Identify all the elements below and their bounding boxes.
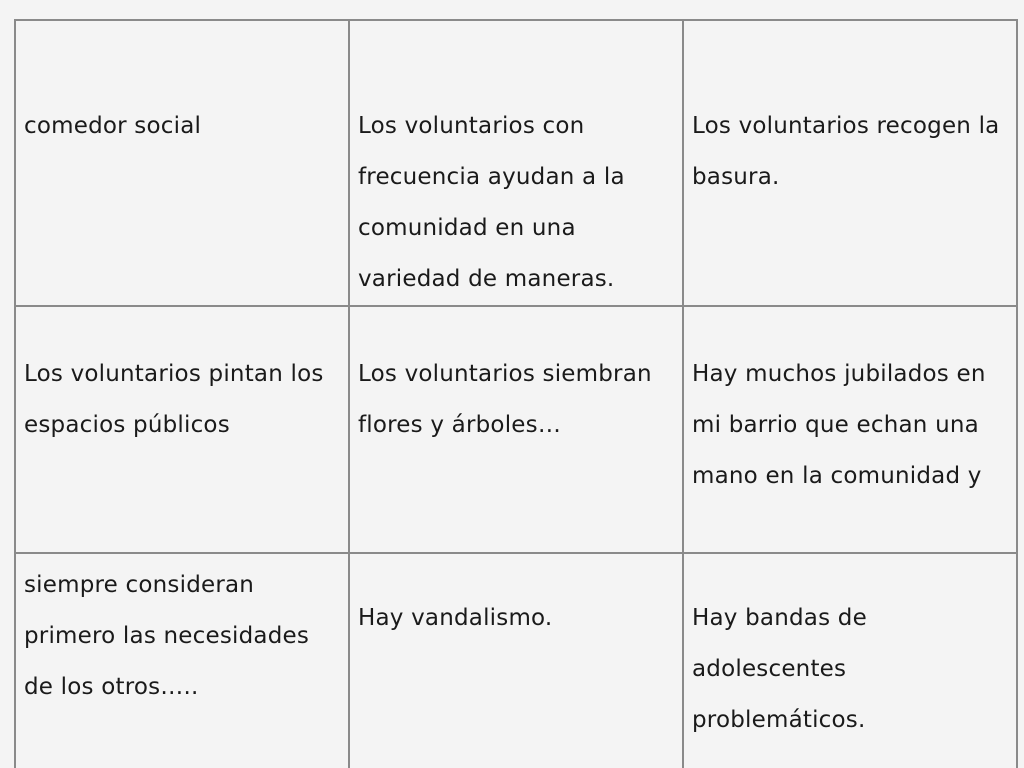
content-table [14,19,1018,768]
table-cell: Los voluntarios pintan los espacios públicos [15,306,349,553]
table-cell: Los voluntarios recogen la basura. [683,20,1017,306]
table-row [15,306,1017,553]
table-cell: Hay muchos jubilados en mi barrio que echan una mano en la comunidad y [683,306,1017,553]
table-cell: comedor social [15,20,349,306]
table-cell: Los voluntarios siembran flores y árboles… [349,306,683,553]
table-cell: Hay vandalismo. [349,553,683,768]
table-row [15,553,1017,768]
table-cell: Hay bandas de adolescentes problemáticos. [683,553,1017,768]
table-cell: siempre consideran primero las necesidades de los otros….. [15,553,349,768]
table-cell: Los voluntarios con frecuencia ayudan a la comunidad en una variedad de maneras. [349,20,683,306]
table-row [15,20,1017,306]
